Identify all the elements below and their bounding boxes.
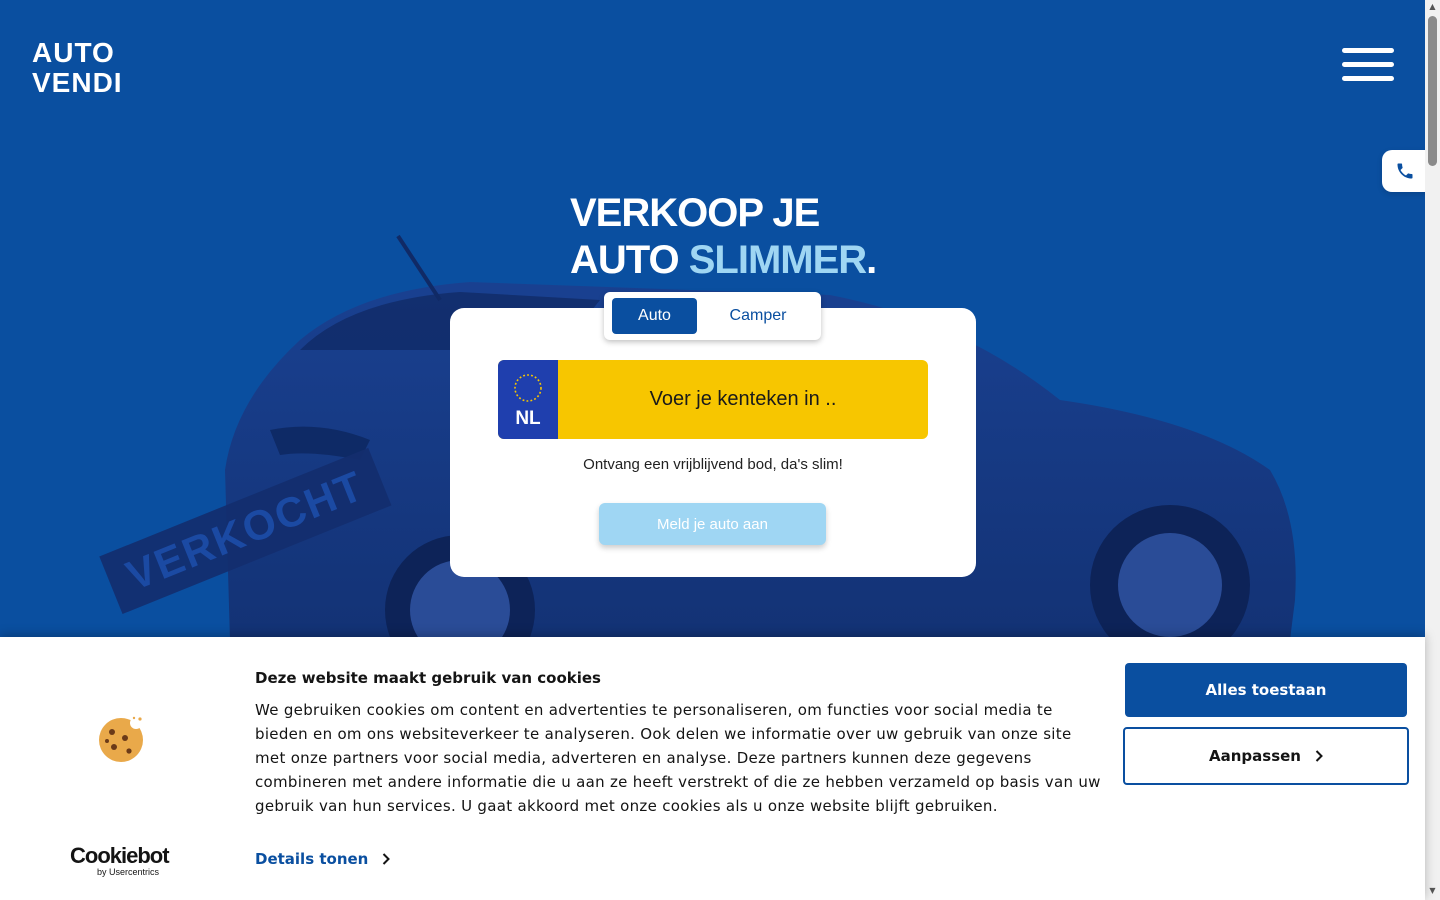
license-plate-field[interactable]: Voer je kenteken in .. [649,388,837,410]
eu-plate-band [498,360,558,439]
autovendi-logo[interactable] [32,36,156,96]
customize-button[interactable]: Aanpassen [1123,727,1409,785]
plate-country-code: NL [515,408,541,429]
scroll-thumb[interactable] [1428,16,1437,166]
cookiebot-logo: Cookiebot by Usercentrics [70,843,169,877]
svg-text:AUTO: AUTO [32,37,115,68]
details-show-link[interactable]: Details tonen [255,850,390,868]
allow-all-button[interactable]: Alles toestaan [1125,663,1407,717]
cookie-icon [96,714,146,764]
scroll-up-arrow-icon[interactable]: ▲ [1429,2,1436,11]
tab-auto[interactable]: Auto [612,298,697,334]
license-plate-input[interactable] [498,360,928,439]
register-car-button[interactable]: Meld je auto aan [599,503,826,545]
headline-accent: SLIMMER [688,238,867,282]
tab-camper[interactable]: Camper [729,307,787,324]
cookie-title: Deze website maakt gebruik van cookies [255,669,601,687]
stamp-text: VERKOCHT [119,461,371,600]
hamburger-icon[interactable] [1342,48,1394,84]
headline-line-2: AUTO SLIMMER. [570,238,877,282]
page-scrollbar[interactable] [1425,0,1440,900]
cookie-body-text: We gebruiken cookies om content en advertenties te personaliseren, om functies voor social media te bieden en om ons websiteverkeer te analyseren. Ook delen we informatie over uw gebruik van onze site met onze partners voor social media, adverteren en analyse. Deze partners kunnen deze gegevens combineren met andere informatie die u aan ze heeft verstrekt of die ze hebben verzameld op basis van uw gebruik van hun services. U gaat akkoord met onze cookies als u onze website blijft gebruiken. [255,701,1101,815]
eu-stars-icon [512,372,544,404]
scroll-down-arrow-icon[interactable]: ▼ [1429,886,1436,895]
chevron-right-icon [1315,750,1323,762]
hero-subtext: Ontvang een vrijblijvend bod, da's slim! [583,456,843,473]
vehicle-type-tabs [604,292,821,340]
hero-headline [570,190,876,284]
headline-line-1: VERKOOP JE [570,191,820,235]
phone-icon[interactable] [1382,150,1428,192]
svg-text:VENDI: VENDI [32,67,123,96]
chevron-right-icon [382,853,390,865]
